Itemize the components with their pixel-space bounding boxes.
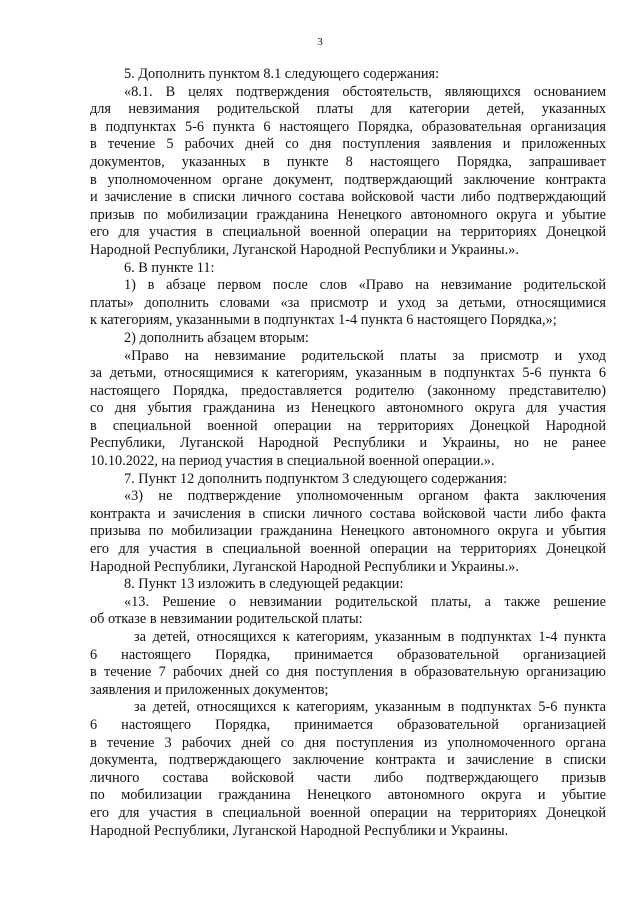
text-line: призыв по мобилизации гражданина Ненецкого автономного округа и убытие: [90, 206, 606, 223]
text-line: «13. Решение о невзимании родительской платы, а также решение: [124, 593, 606, 610]
text-line: настоящего Порядка, предоставляется родителю (законному представителю): [90, 382, 606, 399]
text-line: в течение 7 рабочих дней со дня поступления в образовательную организацию: [90, 664, 606, 681]
text-line: личного состава войсковой части либо подтверждающего призыв: [90, 769, 606, 786]
text-line: для невзимания родительской платы для категории детей, указанных: [90, 101, 606, 118]
text-line: «Право на невзимание родительской платы за присмотр и уход: [124, 347, 606, 364]
text-line: его для участия в специальной военной операции на территориях Донецкой: [90, 804, 606, 821]
text-line: 8. Пункт 13 изложить в следующей редакции:: [124, 576, 404, 593]
text-line: 1) в абзаце первом после слов «Право на невзимание родительской: [124, 277, 606, 294]
text-line: в подпунктах 5-6 пункта 6 настоящего Порядка, образовательная организация: [90, 118, 606, 135]
text-line: об отказе в невзимании родительской платы:: [90, 611, 363, 628]
text-line: 10.10.2022, на период участия в специальной военной операции.».: [90, 453, 495, 470]
text-line: за детей, относящихся к категориям, указанным в подпунктах 5-6 пункта: [134, 699, 606, 716]
text-line: 6 настоящего Порядка, принимается образовательной организацией: [90, 646, 606, 663]
text-line: за детей, относящихся к категориям, указанным в подпунктах 1-4 пункта: [134, 629, 606, 645]
text-line: документов, указанных в пункте 8 настоящего Порядка, запрашивает: [90, 153, 606, 170]
text-line: его для участия в специальной военной операции на территориях Донецкой: [90, 224, 606, 241]
text-line: Республики, Луганской Народной Республики и Украины, но не ранее: [90, 435, 606, 452]
text-line: и зачисление в списки личного состава войсковой части либо подтверждающий: [90, 189, 606, 206]
text-line: со дня убытия гражданина из Ненецкого автономного округа для участия: [90, 400, 606, 417]
text-line: 6. В пункте 11:: [124, 259, 215, 276]
text-line: Народной Республики, Луганской Народной Республики и Украины.».: [90, 241, 519, 258]
text-line: к категориям, указанными в подпунктах 1-4 пункта 6 настоящего Порядка,»;: [90, 312, 557, 329]
text-line: в течение 3 рабочих дней со дня поступления из уполномоченного органа: [90, 734, 606, 751]
text-line: за детьми, относящимися к категориям, указанным в подпунктах 5-6 пункта 6: [90, 365, 606, 382]
text-line: призыва по мобилизации гражданина Ненецкого автономного округа и убытия: [90, 523, 606, 540]
text-line: заявления и приложенных документов;: [90, 681, 329, 698]
text-line: 6 настоящего Порядка, принимается образовательной организацией: [90, 716, 606, 733]
text-line: 7. Пункт 12 дополнить подпунктом 3 следующего содержания:: [124, 470, 508, 487]
text-line: в специальной военной операции на территориях Донецкой Народной: [90, 417, 606, 434]
text-line: его для участия в специальной военной операции на территориях Донецкой: [90, 541, 606, 558]
text-line: «3) не подтверждение уполномоченным органом факта заключения: [124, 488, 606, 505]
text-line: 2) дополнить абзацем вторым:: [124, 329, 309, 346]
text-line: «8.1. В целях подтверждения обстоятельств, являющихся основанием: [124, 83, 606, 100]
text-line: в уполномоченном органе документ, подтверждающий заключение контракта: [90, 171, 606, 188]
text-line: 5. Дополнить пунктом 8.1 следующего содержания:: [124, 66, 440, 82]
document-body: [90, 66, 606, 840]
text-line: документа, подтверждающего заключение контракта и зачисление в списки: [90, 752, 606, 769]
text-line: Народной Республики, Луганской Народной Республики и Украины.».: [90, 558, 519, 575]
text-line: платы» дополнить словами «за присмотр и уход за детьми, относящимися: [90, 294, 606, 311]
text-line: по мобилизации гражданина Ненецкого автономного округа и убытие: [90, 787, 606, 804]
text-line: Народной Республики, Луганской Народной Республики и Украины.: [90, 822, 509, 839]
text-line: контракта и зачисления в списки личного состава войсковой части либо факта: [90, 505, 606, 522]
text-line: в течение 5 рабочих дней со дня поступления заявления и приложенных: [90, 136, 606, 153]
page-number: 3: [317, 36, 323, 48]
